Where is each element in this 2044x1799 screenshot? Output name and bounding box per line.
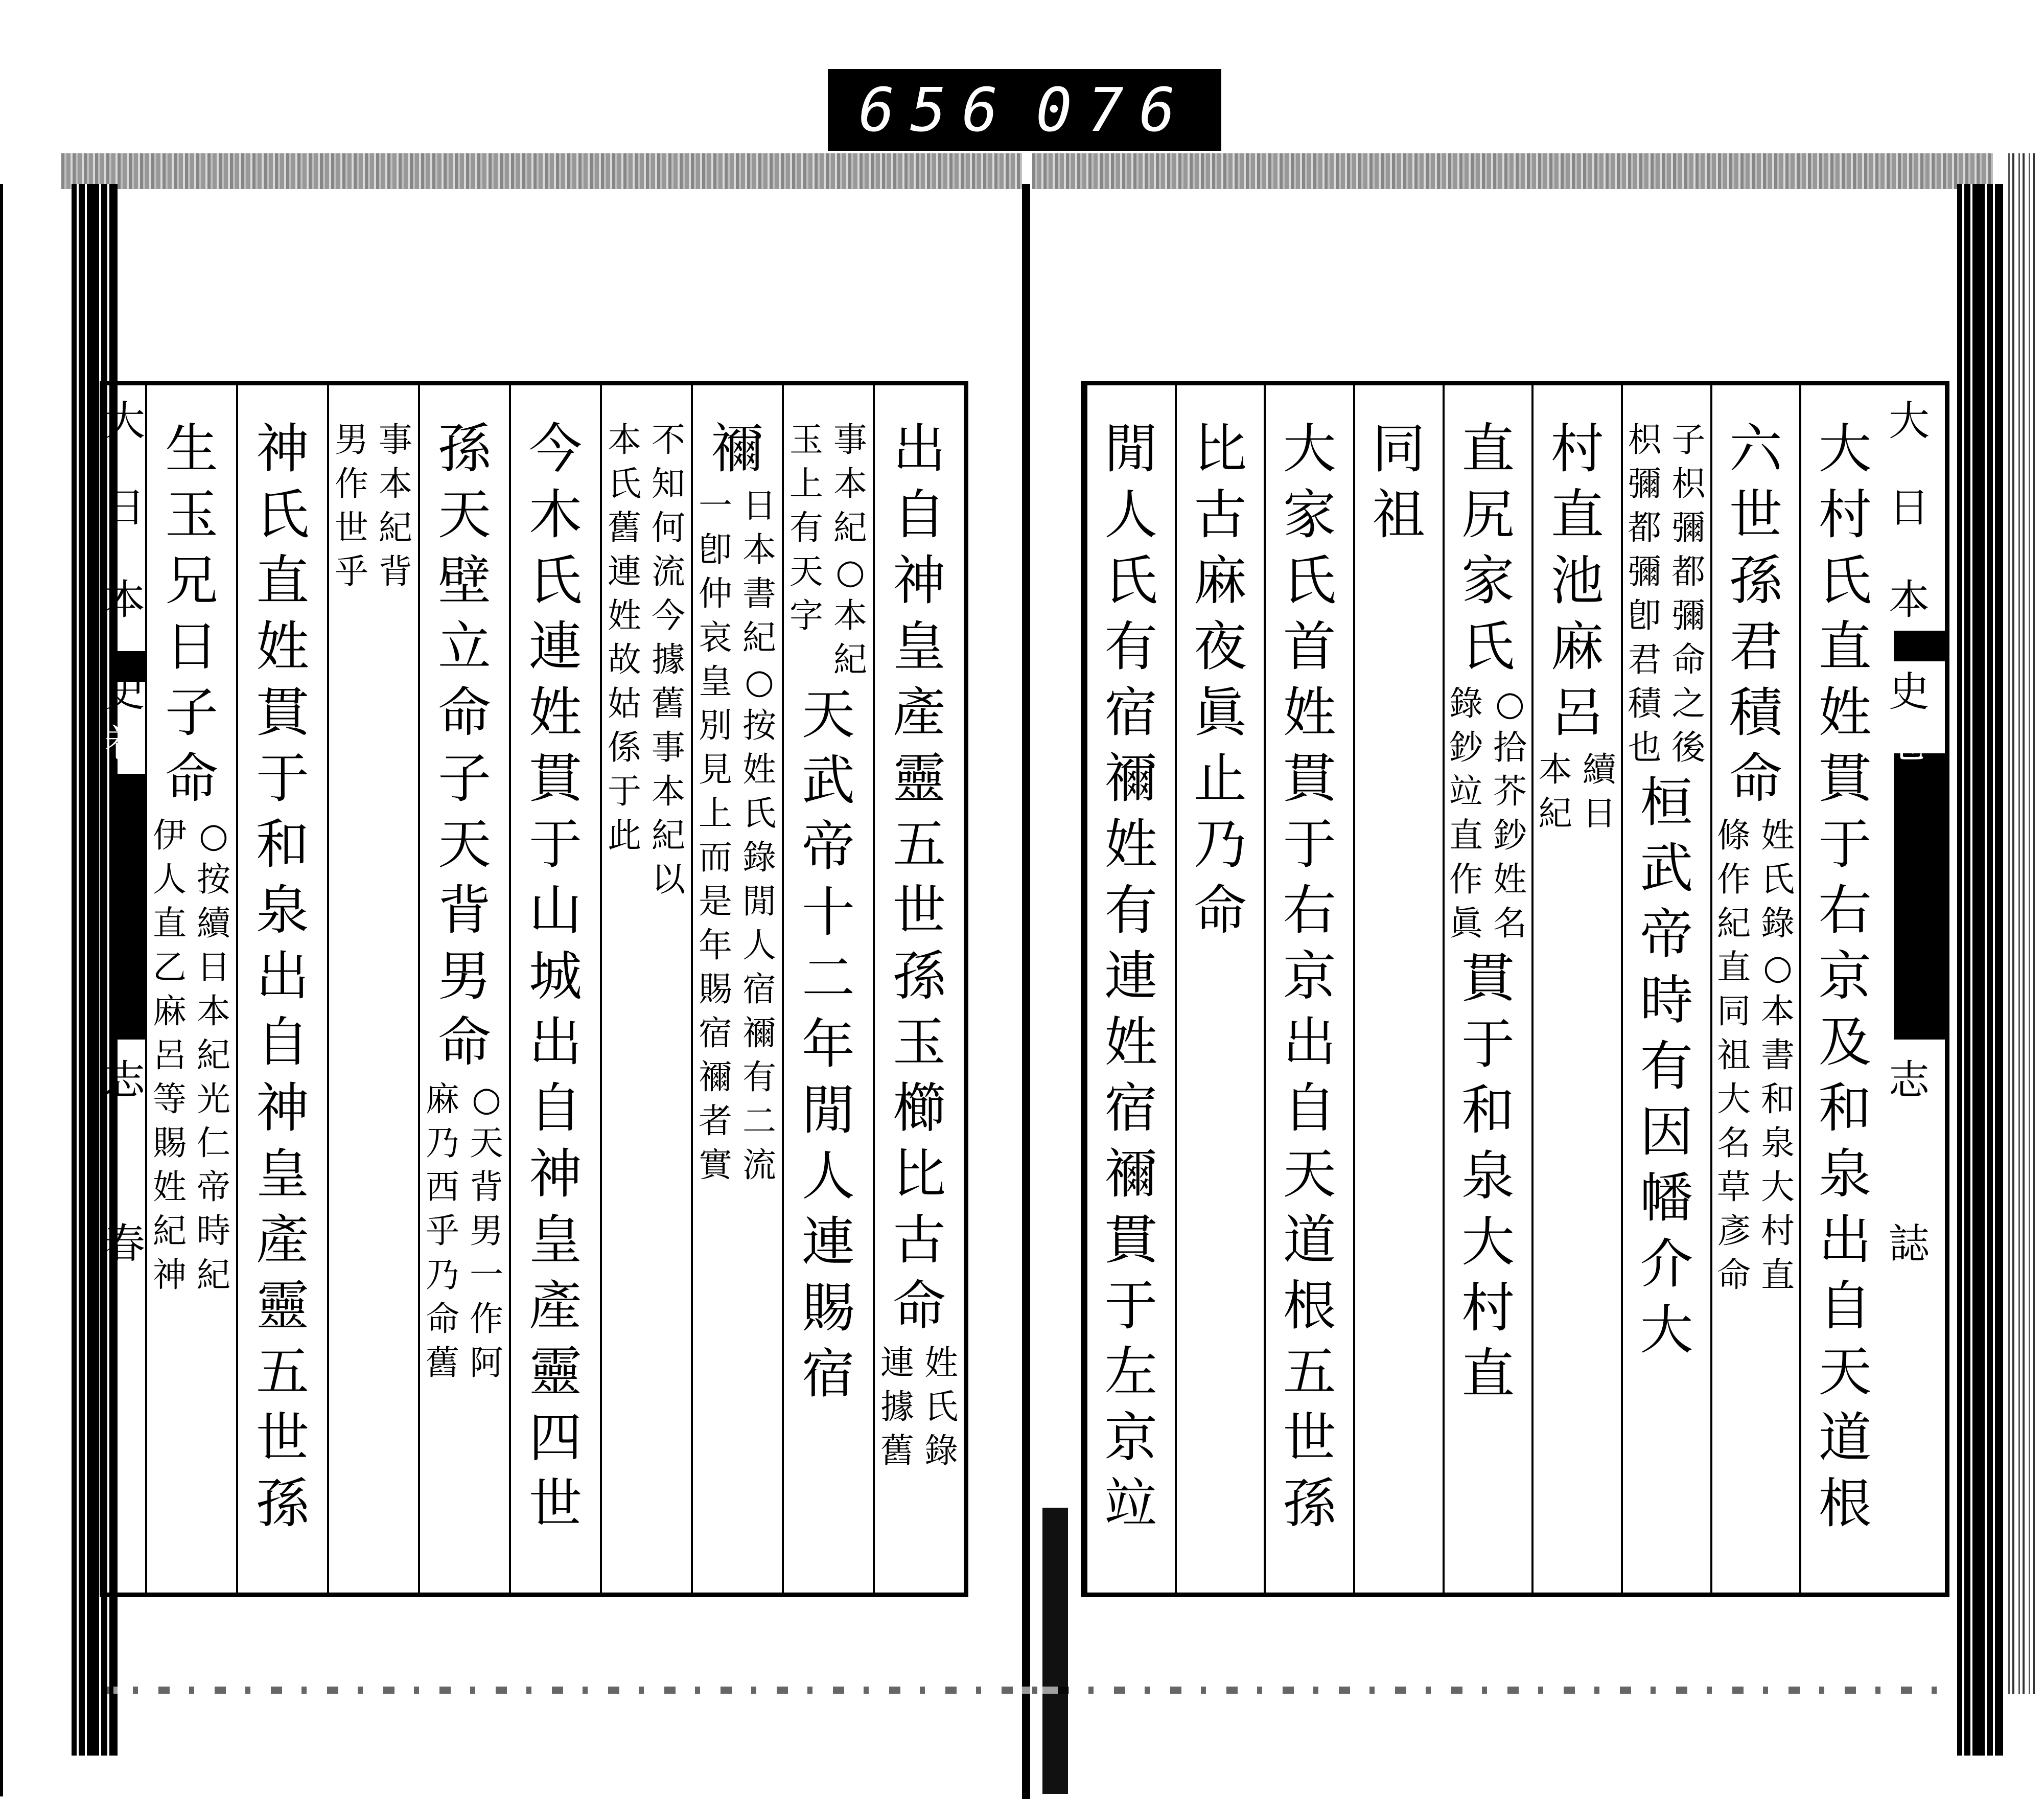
spine-title-char: 本 <box>1889 576 1930 624</box>
text-column <box>1264 385 1353 1593</box>
annotation-block <box>1535 748 1620 836</box>
column-text: 大 家 氏 首 姓 貫 于 右 京 出 自 天 道 根 五 世 孫 <box>1283 418 1336 1535</box>
text-column <box>1710 385 1800 1593</box>
column-text: 大 村 氏 直 姓 貫 于 右 京 及 和 泉 出 自 天 道 根 <box>1818 418 1872 1535</box>
book-gutter <box>1022 184 1030 1799</box>
text-column <box>1443 385 1532 1593</box>
text-column <box>418 385 509 1593</box>
gutter-shadow <box>1042 1508 1068 1794</box>
column-text: 貫 于 和 泉 大 村 直 <box>1461 947 1515 1405</box>
annotation-line: 姓 氏 錄 <box>924 1343 958 1470</box>
spine-title-char: 本 <box>104 576 145 624</box>
column-text: 天 武 帝 十 二 年 閒 人 連 賜 宿 <box>801 683 855 1405</box>
spine-title-char: 日 <box>104 484 145 532</box>
annotation-line: ○ 按 續 日 本 紀 光 仁 帝 時 紀 <box>197 816 230 1295</box>
column-text: 神 氏 直 姓 貫 于 和 泉 出 自 神 皇 產 靈 五 世 孫 <box>256 418 309 1535</box>
spine-title-char: 大 <box>1889 397 1930 445</box>
text-column <box>1085 385 1175 1593</box>
spine-title-char: 春 <box>104 1220 145 1267</box>
spine-title-char: 志 <box>104 1056 145 1104</box>
binding-edge-right <box>1032 153 1993 189</box>
annotation-block <box>877 1341 962 1473</box>
frame-counter <box>828 69 1221 151</box>
counter-right: 076 <box>1035 75 1191 145</box>
annotation-block <box>1713 814 1798 1297</box>
text-column <box>782 385 873 1593</box>
spine-title-char: 史 <box>104 668 145 716</box>
binding-edge-left <box>61 153 1022 189</box>
annotation-block <box>604 418 689 902</box>
annotation-line: 事 本 紀 ○ 本 紀 <box>833 420 867 679</box>
annotation-line: 不 知 何 流 今 據 舊 事 本 紀 以 <box>652 420 685 899</box>
annotation-line: 伊 人 直 乙 麻 呂 等 賜 姓 紀 神 <box>153 816 187 1295</box>
column-text: 禰 <box>710 418 764 480</box>
annotation-block <box>331 418 416 594</box>
counter-left: 656 <box>858 75 1014 145</box>
spine-title-char: 大 <box>104 397 145 445</box>
column-text: 比 古 麻 夜 眞 止 乃 命 <box>1193 418 1247 941</box>
text-column <box>1799 385 1889 1593</box>
annotation-line: 日 本 書 紀 ○ 按 姓 氏 錄 閒 人 宿 禰 有 二 流 <box>742 486 776 1185</box>
annotation-line: 連 據 舊 <box>880 1343 914 1470</box>
annotation-line: 玉 上 有 天 字 <box>789 420 823 635</box>
annotation-line: 續 日 <box>1582 750 1616 833</box>
annotation-line: 子 枳 彌 都 彌 命 之 後 <box>1671 420 1706 767</box>
page-edge-stack-right <box>1957 184 2003 1756</box>
right-page-frame <box>1081 381 1949 1597</box>
right-page-columns <box>1085 385 1889 1593</box>
column-text: 桓 武 帝 時 有 因 幡 介 大 <box>1640 771 1693 1361</box>
spine-title-char: 誌 <box>1889 1220 1930 1267</box>
text-column <box>1175 385 1264 1593</box>
annotation-line: ○ 天 背 男 一 作 阿 <box>470 1079 503 1382</box>
text-column <box>873 385 964 1593</box>
annotation-line: 一 卽 仲 哀 皇 別 見 上 而 是 年 賜 宿 禰 者 實 <box>699 486 732 1185</box>
column-text: 六 世 孫 君 積 命 <box>1729 418 1782 810</box>
column-text: 生 玉 兄 日 子 命 <box>165 418 218 810</box>
annotation-line: 男 作 世 乎 <box>335 420 368 591</box>
annotation-line: 本 紀 <box>1538 750 1572 833</box>
text-column <box>327 385 418 1593</box>
annotation-line: 錄 鈔 竝 直 作 眞 <box>1449 684 1483 943</box>
spine-title-char: 卷 <box>1889 719 1930 767</box>
annotation-line: 事 本 紀 背 <box>379 420 412 591</box>
left-page-frame <box>100 381 968 1597</box>
column-text: 同 祖 <box>1372 418 1426 546</box>
annotation-block <box>1446 682 1530 945</box>
text-column <box>600 385 691 1593</box>
text-column <box>691 385 782 1593</box>
text-column <box>145 385 236 1593</box>
scan-noise-bottom <box>102 1687 1942 1694</box>
column-text: 直 尻 家 氏 <box>1461 418 1515 678</box>
annotation-block <box>1624 418 1709 770</box>
annotation-line: ○ 拾 芥 鈔 姓 名 <box>1493 684 1527 943</box>
annotation-line: 麻 乃 西 乎 乃 命 舊 <box>426 1079 459 1382</box>
text-column <box>1621 385 1710 1593</box>
annotation-block <box>422 1077 507 1385</box>
column-text: 村 直 池 麻 呂 <box>1550 418 1604 744</box>
annotation-block <box>695 484 780 1187</box>
column-text: 閒 人 氏 有 宿 禰 姓 有 連 姓 宿 禰 貫 于 左 京 竝 <box>1104 418 1158 1535</box>
column-text: 今 木 氏 連 姓 貫 于 山 城 出 自 神 皇 產 靈 四 世 <box>528 418 582 1535</box>
spine-title-char: 卷 <box>104 719 145 767</box>
annotation-block <box>786 418 871 682</box>
page-edge-noise <box>2008 153 2039 1694</box>
annotation-line: 姓 氏 錄 ○ 本 書 和 泉 大 村 直 <box>1760 816 1795 1295</box>
right-spine <box>1889 385 1945 1593</box>
spine-title-char: 史 <box>1889 668 1930 716</box>
text-column <box>509 385 600 1593</box>
text-column <box>1353 385 1443 1593</box>
annotation-line: 條 作 紀 直 同 祖 大 名 草 彥 命 <box>1716 816 1751 1295</box>
annotation-line: 枳 彌 都 彌 卽 君 積 也 <box>1628 420 1662 767</box>
spine-title-char: 日 <box>1889 484 1930 532</box>
column-text: 孫 天 壁 立 命 子 天 背 男 命 <box>437 418 491 1073</box>
annotation-block <box>149 814 234 1297</box>
text-column <box>236 385 327 1593</box>
scan-edge <box>0 184 3 1796</box>
annotation-line: 本 氏 舊 連 姓 故 姑 係 于 此 <box>608 420 641 855</box>
text-column <box>1531 385 1621 1593</box>
spine-title-char: 志 <box>1889 1056 1930 1104</box>
column-text: 出 自 神 皇 產 靈 五 世 孫 玉 櫛 比 古 命 <box>892 418 946 1337</box>
left-page-columns <box>135 385 964 1593</box>
